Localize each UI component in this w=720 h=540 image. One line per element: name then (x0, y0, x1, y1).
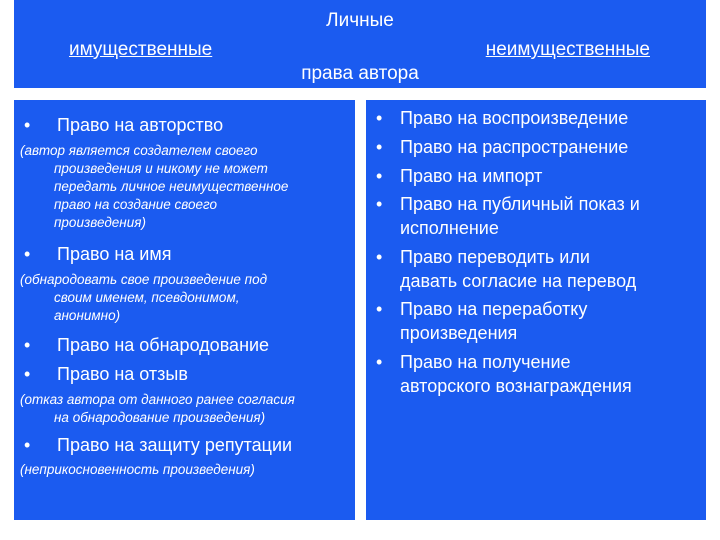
note (20, 142, 350, 232)
item-text: Право на импорт (400, 166, 543, 186)
bullet-icon: • (376, 108, 383, 128)
header-line3: права автора (301, 63, 419, 84)
note-line: произведения и никому не может (54, 161, 268, 176)
item-text: Право на распространение (400, 137, 629, 157)
bullet-icon: • (24, 435, 31, 455)
bullet-icon: • (376, 352, 383, 372)
item-text: Право на получение (400, 352, 571, 372)
note (20, 391, 350, 427)
header-left-label: имущественные (69, 39, 213, 60)
item-text: авторского вознаграждения (400, 376, 632, 396)
bullet-icon: • (24, 115, 31, 135)
note-line: на обнародование произведения) (54, 410, 266, 425)
bullet-icon: • (24, 335, 31, 355)
note-line: (неприкосновенность произведения) (20, 462, 255, 477)
item-text: Право на имя (57, 244, 172, 264)
item-text: Право на отзыв (57, 364, 188, 384)
bullet-icon: • (376, 299, 383, 319)
header-panel (14, 0, 706, 88)
bullet-icon: • (376, 194, 383, 214)
item-text: произведения (400, 323, 518, 343)
note-line: передать личное неимущественное (54, 179, 289, 194)
item-text: Право на публичный показ и (400, 194, 640, 214)
header-line1: Личные (326, 10, 394, 31)
note-line: (отказ автора от данного ранее согласия (20, 392, 295, 407)
bullet-icon: • (376, 166, 383, 186)
header-right-label: неимущественные (485, 39, 650, 60)
item-text: Право на авторство (57, 115, 224, 135)
note (20, 271, 350, 325)
note-line: право на создание своего (54, 197, 218, 212)
right-panel (366, 100, 706, 520)
bullet-icon: • (376, 247, 383, 267)
item-text: исполнение (400, 218, 499, 238)
note-line: своим именем, псевдонимом, (54, 290, 240, 305)
left-panel (14, 100, 355, 520)
bullet-icon: • (376, 137, 383, 157)
item-text: Право на защиту репутации (57, 435, 293, 455)
bullet-icon: • (24, 364, 31, 384)
item-text: Право на переработку (400, 299, 588, 319)
note-line: (автор является создателем своего (20, 143, 258, 158)
item-text: Право переводить или (400, 247, 590, 267)
item-text: Право на обнародование (57, 335, 270, 355)
note-line: (обнародовать свое произведение под (20, 272, 268, 287)
item-text: давать согласие на перевод (400, 271, 637, 291)
note-line: произведения) (54, 215, 146, 230)
note (20, 461, 350, 479)
bullet-icon: • (24, 244, 31, 264)
note-line: анонимно) (54, 308, 121, 323)
item-text: Право на воспроизведение (400, 108, 629, 128)
